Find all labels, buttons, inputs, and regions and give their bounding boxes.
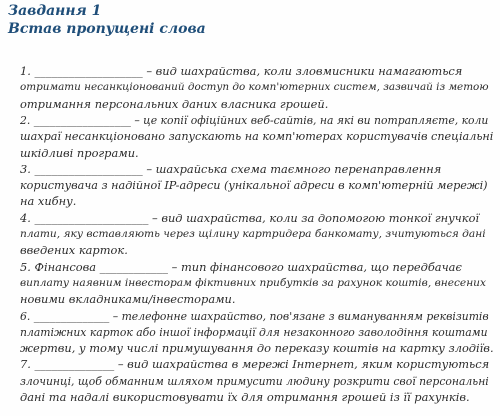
exercise-item-start: 1. ___________________ – вид шахрайства, коли зловмисники намагаються bbox=[20, 64, 463, 78]
exercise-item-start: 5. Фінансова ____________ – тип фінансового шахрайства, що передбачає bbox=[20, 259, 462, 274]
exercise-item-line: дані та надалі використовувати їх для отримання грошей із її рахунків. bbox=[20, 390, 470, 404]
exercise-item-line: введених карток. bbox=[20, 243, 128, 258]
task-subtitle: Встав пропущені слова bbox=[8, 21, 206, 37]
exercise-item-start: 3. ___________________ – шахрайська схема таємного перенаправлення bbox=[20, 161, 442, 176]
exercise-item-line: жертви, у тому числі примушування до переказу коштів на картку злодіїв. bbox=[20, 341, 494, 356]
exercise-item-line: користувача з надійної IP-адреси (унікальної адреси в комп'ютерній мережі) bbox=[20, 179, 488, 193]
exercise-item-line: новими вкладниками/інвесторами. bbox=[20, 292, 236, 307]
exercise-item-start: 6. ______________ – телефонне шахрайство, пов'язане з вимануванням реквізитів bbox=[20, 309, 489, 323]
exercise-item-line: шкідливі програми. bbox=[20, 145, 139, 160]
exercise-item-line: отримання персональних даних власника грошей. bbox=[20, 96, 329, 111]
exercise-item-line: платіжних карток або іншої інформації для незаконного заволодіння коштами bbox=[20, 325, 488, 339]
exercise-item-line: виплату наявним інвесторам фіктивних прибутків за рахунок коштів, внесених bbox=[20, 276, 486, 289]
task-title: Завдання 1 bbox=[8, 3, 102, 19]
exercise-item-line: злочинці, щоб обманним шляхом примусити людину розкрити свої персональні bbox=[20, 374, 489, 388]
exercise-item-start: 7. ______________ – вид шахрайства в мережі Інтернет, яким користуються bbox=[20, 357, 490, 372]
exercise-item-line: шахраї несанкціоновано запускають на комп'ютерах користувачів спеціальні bbox=[20, 130, 494, 144]
exercise-item-line: на хибну. bbox=[20, 194, 77, 209]
exercise-item-start: 2. __________________ – це копії офіційних веб-сайтів, на які ви потрапляєте, коли bbox=[20, 113, 489, 127]
exercise-item-start: 4. ____________________ – вид шахрайства, коли за допомогою тонкої гнучкої bbox=[20, 210, 480, 225]
exercise-item-line: плати, яку вставляють через щілину картридера банкомату, зчитуються дані bbox=[20, 228, 486, 240]
exercise-item-line: отримати несанкціонований доступ до комп'ютерних систем, зазвичай із метою bbox=[20, 81, 489, 94]
